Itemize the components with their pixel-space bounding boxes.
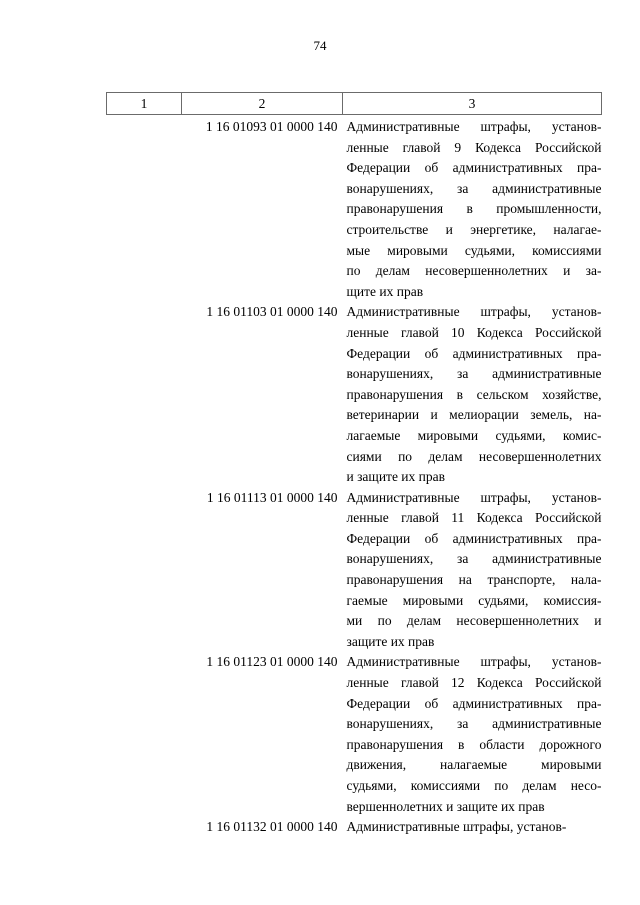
column-header-1: 1 <box>107 93 182 115</box>
description-line: Административные штрафы, установ- <box>346 654 602 670</box>
budget-classification-table <box>106 92 602 838</box>
description-line: ленные главой 12 Кодекса Российской <box>346 675 602 691</box>
description-line: правонарушения в промышленности, <box>346 201 602 217</box>
description-line: мые мировыми судьями, комиссиями <box>346 242 602 258</box>
row-number-cell <box>107 652 182 817</box>
description-line: ленные главой 11 Кодекса Российской <box>346 510 602 526</box>
row-number-cell <box>107 817 182 838</box>
description-cell <box>343 488 602 653</box>
description-line: Федерации об административных пра- <box>346 160 602 176</box>
column-header-3: 3 <box>343 93 602 115</box>
description-line: Административные штрафы, установ- <box>346 819 567 835</box>
description-line: вонарушениях, за административные <box>346 716 602 732</box>
description-line: вонарушениях, за административные <box>346 180 602 196</box>
description-line: Административные штрафы, установ- <box>346 304 602 320</box>
description-line: Федерации об административных пра- <box>346 530 602 546</box>
table-row <box>107 488 602 653</box>
description-cell <box>343 302 602 487</box>
description-line: вонарушениях, за административные <box>346 551 602 567</box>
description-line: ветеринарии и мелиорации земель, на- <box>346 407 602 423</box>
table-row <box>107 302 602 487</box>
description-line: Федерации об административных пра- <box>346 695 602 711</box>
description-line: движения, налагаемые мировыми <box>346 757 602 773</box>
row-number-cell <box>107 115 182 303</box>
budget-code-cell: 1 16 01123 01 0000 140 <box>206 654 338 670</box>
description-cell <box>343 817 602 838</box>
description-line: Административные штрафы, установ- <box>346 489 602 505</box>
description-line: и защите их прав <box>346 469 446 485</box>
description-line: вершеннолетних и защите их прав <box>346 798 545 814</box>
row-number-cell <box>107 302 182 487</box>
description-line: правонарушения в области дорожного <box>346 736 602 752</box>
description-line: защите их прав <box>346 633 435 649</box>
description-line: ми по делам несовершеннолетних и <box>346 613 602 629</box>
table-row <box>107 652 602 817</box>
description-line: Административные штрафы, установ- <box>346 119 602 134</box>
table-row <box>107 115 602 303</box>
description-line: лагаемые мировыми судьями, комис- <box>346 427 602 443</box>
description-line: судьями, комиссиями по делам несо- <box>346 778 602 793</box>
description-line: ленные главой 10 Кодекса Российской <box>346 324 602 340</box>
description-line: гаемые мировыми судьями, комиссия- <box>346 592 602 608</box>
description-cell <box>343 115 602 303</box>
description-line: сиями по делам несовершеннолетних <box>346 448 602 464</box>
page-number: 74 <box>313 38 327 53</box>
row-number-cell <box>107 488 182 653</box>
description-cell <box>343 652 602 817</box>
description-line: правонарушения на транспорте, нала- <box>346 572 602 588</box>
budget-code-cell: 1 16 01132 01 0000 140 <box>206 819 338 835</box>
description-line: вонарушениях, за административные <box>346 366 602 382</box>
description-line: строительстве и энергетике, налагае- <box>346 221 602 237</box>
budget-code-cell: 1 16 01103 01 0000 140 <box>206 304 338 320</box>
description-line: щите их прав <box>346 283 424 299</box>
description-line: ленные главой 9 Кодекса Российской <box>346 139 602 155</box>
table-body <box>107 115 602 838</box>
description-line: Федерации об административных пра- <box>346 345 602 361</box>
budget-code-cell: 1 16 01093 01 0000 140 <box>205 119 338 134</box>
table-header-row <box>107 93 602 115</box>
description-line: по делам несовершеннолетних и за- <box>346 263 602 279</box>
table-row <box>107 817 602 838</box>
budget-code-cell: 1 16 01113 01 0000 140 <box>206 489 338 505</box>
description-line: правонарушения в сельском хозяйстве, <box>346 386 602 402</box>
column-header-2: 2 <box>182 93 343 115</box>
